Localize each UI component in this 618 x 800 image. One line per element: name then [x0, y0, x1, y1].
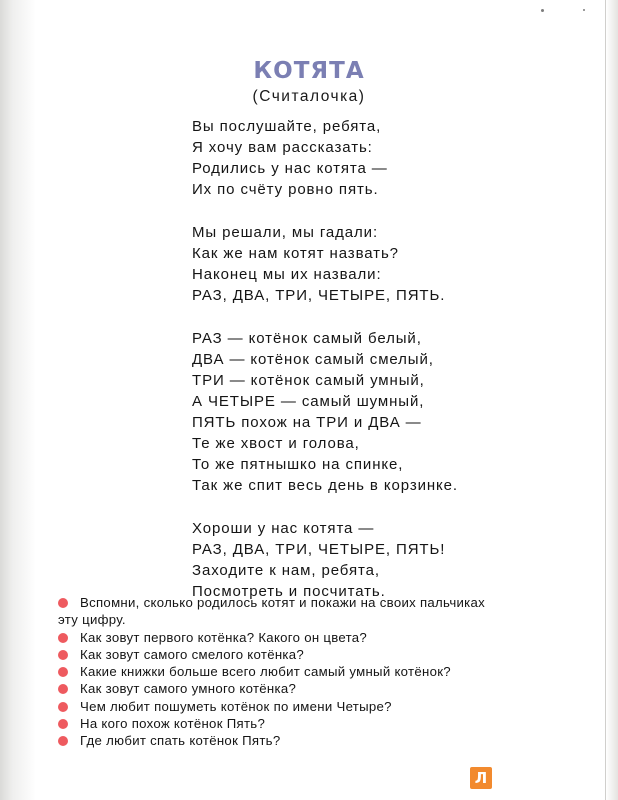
- poem-line: Родились у нас котята —: [192, 160, 388, 177]
- stanza: [192, 116, 458, 200]
- poem-line: То же пятнышко на спинке,: [192, 456, 404, 473]
- poem-line: Их по счёту ровно пять.: [192, 181, 379, 198]
- scan-speck: [541, 9, 544, 12]
- page-gutter-shadow: [0, 0, 36, 800]
- stanza: [192, 328, 458, 496]
- poem-line: Я хочу вам рассказать:: [192, 139, 373, 156]
- red-dot-bullet-icon: [58, 684, 68, 694]
- scan-speck: [583, 9, 585, 11]
- question-item: [58, 698, 578, 715]
- question-item: [58, 629, 578, 646]
- poem-line: ТРИ — котёнок самый умный,: [192, 372, 425, 389]
- question-item: [58, 680, 578, 697]
- poem-line: Те же хвост и голова,: [192, 435, 360, 452]
- poem-title: КОТЯТА: [253, 58, 365, 84]
- question-item: [58, 715, 578, 732]
- question-text: Как зовут первого котёнка? Какого он цвета?: [80, 629, 368, 645]
- question-text: Вспомни, сколько родилось котят и покажи на своих пальчиках: [80, 595, 486, 610]
- poem-line: Наконец мы их назвали:: [192, 266, 382, 283]
- question-text-continued: эту цифру.: [58, 612, 126, 628]
- red-dot-bullet-icon: [58, 633, 68, 643]
- question-item: [58, 594, 578, 629]
- poem-line: Заходите к нам, ребята,: [192, 562, 380, 579]
- poem-line: РАЗ, ДВА, ТРИ, ЧЕТЫРЕ, ПЯТЬ.: [192, 287, 446, 304]
- poem-line: Как же нам котят назвать?: [192, 245, 399, 262]
- red-dot-bullet-icon: [58, 650, 68, 660]
- poem-line: Хороши у нас котята —: [192, 520, 375, 537]
- question-text: Где любит спать котёнок Пять?: [80, 733, 281, 749]
- poem-line: ДВА — котёнок самый смелый,: [192, 351, 434, 368]
- poem-line: Посмотреть и посчитать.: [192, 583, 386, 600]
- red-dot-bullet-icon: [58, 736, 68, 746]
- question-text: Как зовут самого смелого котёнка?: [80, 646, 305, 662]
- question-text: Чем любит пошуметь котёнок по имени Четыре?: [80, 698, 392, 714]
- red-dot-bullet-icon: [58, 667, 68, 677]
- question-text: На кого похож котёнок Пять?: [80, 716, 266, 732]
- poem-line: ПЯТЬ похож на ТРИ и ДВА —: [192, 414, 422, 431]
- question-text: Какие книжки больше всего любит самый умный котёнок?: [80, 664, 451, 680]
- poem-line: Мы решали, мы гадали:: [192, 224, 379, 241]
- poem-line: А ЧЕТЫРЕ — самый шумный,: [192, 393, 425, 410]
- poem-line: РАЗ — котёнок самый белый,: [192, 330, 422, 347]
- question-item: [58, 646, 578, 663]
- page-edge: [605, 0, 618, 800]
- poem-subtitle: (Считалочка): [252, 88, 366, 105]
- stanza: [192, 222, 458, 306]
- red-dot-bullet-icon: [58, 598, 68, 608]
- questions-list: [58, 594, 578, 750]
- poem-line: Вы послушайте, ребята,: [192, 118, 382, 135]
- poem-line: РАЗ, ДВА, ТРИ, ЧЕТЫРЕ, ПЯТЬ!: [192, 541, 446, 558]
- stanza: [192, 518, 458, 602]
- watermark-logo-icon: Л: [470, 767, 492, 789]
- question-item: [58, 663, 578, 680]
- poem: [192, 116, 458, 624]
- question-item: [58, 732, 578, 749]
- red-dot-bullet-icon: [58, 702, 68, 712]
- red-dot-bullet-icon: [58, 719, 68, 729]
- poem-line: Так же спит весь день в корзинке.: [192, 477, 458, 494]
- question-text: Как зовут самого умного котёнка?: [80, 681, 297, 697]
